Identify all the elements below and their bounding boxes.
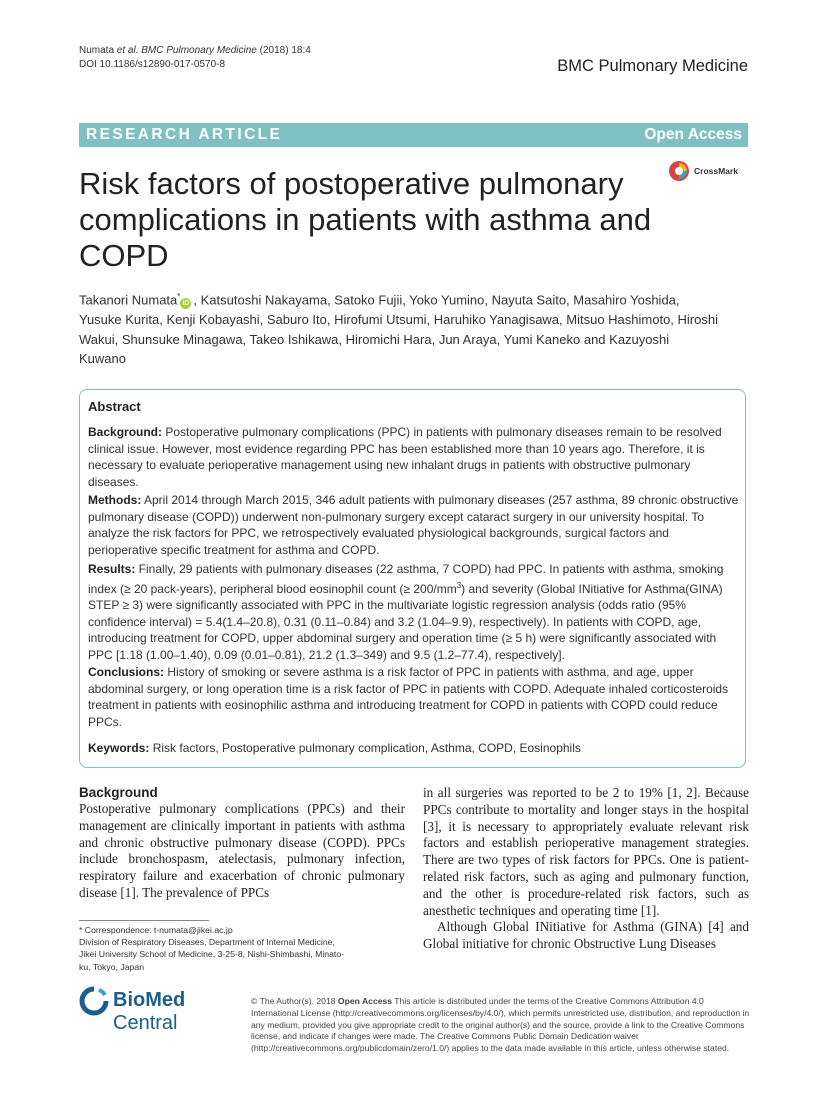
body-paragraph: Postoperative pulmonary complications (PPCs) and their management are clinically important in patients with asthma and chronic obstructive pulmonary disease (COPD). PPCs include bronchospasm, atelectasis, pulmonary infection, respiratory failure and exacerbation of chronic pulmonary disease [1]. The prevalence of PPCs xyxy=(79,801,405,900)
affiliation: Division of Respiratory Diseases, Department of Internal Medicine, Jikei University School of Medicine, 3-25-8, Nishi-Shimbashi, Minato-ku, Tokyo, Japan xyxy=(79,937,345,972)
abstract-results-text-a: Finally, 29 patients with pulmonary diseases (22 asthma, 7 COPD) had PPC. In patients with asthma, smoking index (≥ 20 pack-years), peripheral blood eosinophil count (≥ 200/mm xyxy=(88,562,724,596)
abstract-keywords xyxy=(88,740,740,757)
abstract-results-sup: 3 xyxy=(456,580,462,590)
crossmark-label: CrossMark xyxy=(694,166,738,176)
journal-name: BMC Pulmonary Medicine xyxy=(557,57,748,75)
doi[interactable]: DOI 10.1186/s12890-017-0570-8 xyxy=(79,59,226,70)
article-type-banner xyxy=(79,123,748,147)
citation-journal: et al. BMC Pulmonary Medicine xyxy=(116,45,257,56)
body-left-column xyxy=(79,801,405,902)
footnote-divider xyxy=(79,920,209,921)
author-list xyxy=(79,287,719,369)
license-open-access: Open Access xyxy=(337,996,393,1006)
abstract-keywords-label: Keywords: xyxy=(88,741,150,755)
footnote xyxy=(79,924,354,973)
biomed-central-logo[interactable] xyxy=(79,985,239,1034)
abstract-box xyxy=(79,389,746,768)
biomed-central-logo-icon xyxy=(79,986,109,1016)
abstract-conclusions-label: Conclusions: xyxy=(88,665,165,679)
abstract-background-label: Background: xyxy=(88,425,163,439)
abstract-results-text-b: ) and severity (Global INitiative for Asthma(GINA) STEP ≥ 3) were significantly associated with PPC in the multivariate logistic regression analysis (odds ratio (95% confidence interval) = 5.4(1.4–20.8), 0.31 (0.11–0.84) and 3.2 (1.04–9.9), respectively). In patients with COPD, age, introducing treatment for COPD, upper abdominal surgery and operation time (≥ 5 h) were significantly associated with PPC [1.18 (1.00–1.40), 0.09 (0.01–0.81), 21.2 (1.3–349) and 9.5 (1.2–77.4), respectively]. xyxy=(88,581,723,662)
abstract-conclusions-text: History of smoking or severe asthma is a risk factor of PPC in patients with asthma, and age, upper abdominal surgery, or long operation time is a risk factor of PPC in patients with COPD. Adequate inhaled corticosteroids treatment in patients with eosinophilic asthma and introducing treatment for COPD in patients with COPD could reduce PPCs. xyxy=(88,665,729,729)
abstract-methods xyxy=(88,492,740,558)
logo-central: Central xyxy=(113,1012,178,1034)
abstract-methods-text: April 2014 through March 2015, 346 adult patients with pulmonary diseases (257 asthma, 89 chronic obstructive pulmonary disease (COPD)) underwent non-pulmonary surgery except cataract surgery in our university hospital. To analyze the risk factors for PPC, we retrospectively evaluated physiological backgrounds, surgical factors and perioperative specific treatment for asthma and COPD. xyxy=(88,493,739,557)
body-paragraph: in all surgeries was reported to be 2 to 19% [1, 2]. Because PPCs contribute to mortality and longer stays in the hospital [3], it is necessary to appropriately evaluate relevant risk factors and establish perioperative management strategies. There are two types of risk factors for PPCs. One is patient-related risk factors, such as aging and pulmonary function, and the other is procedure-related risk factors, such as anesthetic techniques and operating time [1]. xyxy=(423,785,749,918)
open-access-label: Open Access xyxy=(644,126,742,143)
abstract-results xyxy=(88,561,740,664)
orcid-icon[interactable]: iD xyxy=(182,300,190,308)
citation-header xyxy=(79,44,311,72)
logo-wordmark xyxy=(113,989,239,1035)
other-authors: , Katsutoshi Nakayama, Satoko Fujii, Yoko Yumino, Nayuta Saito, Masahiro Yoshida, Yusuke Kurita, Kenji Kobayashi, Saburo Ito, Hirofumi Utsumi, Haruhiko Yanagisawa, Mitsuo Hashimoto, Hiroshi Wakui, Shunsuke Minagawa, Takeo Ishikawa, Hiromichi Hara, Jun Araya, Yumi Kaneko and Kazuyoshi Kuwano xyxy=(79,292,718,367)
license-statement xyxy=(251,996,751,1055)
corresponding-marker: * xyxy=(177,292,181,301)
logo-bio: BioMed xyxy=(113,989,186,1011)
research-article-label: RESEARCH ARTICLE xyxy=(86,126,283,143)
first-author[interactable]: Takanori Numata xyxy=(79,292,178,308)
crossmark-icon xyxy=(668,160,690,182)
background-section-heading: Background xyxy=(79,785,158,800)
citation-author: Numata xyxy=(79,45,117,56)
abstract-keywords-text: Risk factors, Postoperative pulmonary complication, Asthma, COPD, Eosinophils xyxy=(149,741,581,755)
body-paragraph: Although Global INitiative for Asthma (GINA) [4] and Global initiative for chronic Obstructive Lung Diseases xyxy=(423,919,749,952)
abstract-background-text: Postoperative pulmonary complications (PPC) in patients with pulmonary diseases remain to be resolved clinical issue. However, most evidence regarding PPC has been established more than 10 years ago. Therefore, it is necessary to evaluate perioperative management using new inhalant drugs in patients with obstructive pulmonary diseases. xyxy=(88,425,722,489)
abstract-heading: Abstract xyxy=(88,399,141,414)
citation-year: (2018) 18:4 xyxy=(256,45,311,56)
article-title: Risk factors of postoperative pulmonary complications in patients with asthma and COPD xyxy=(79,166,652,273)
abstract-results-label: Results: xyxy=(88,562,136,576)
body-right-column xyxy=(423,785,749,953)
abstract-background xyxy=(88,424,740,490)
license-copyright: © The Author(s). 2018 xyxy=(251,996,338,1006)
abstract-methods-label: Methods: xyxy=(88,493,142,507)
correspondence-email[interactable]: * Correspondence: t-numata@jikei.ac.jp xyxy=(79,925,233,935)
license-text: This article is distributed under the terms of the Creative Commons Attribution 4.0 International License (http://creativecommons.org/licenses/by/4.0/), which permits unrestricted use, distribution, and reproduction in any medium, provided you give appropriate credit to the original author(s) and the source, provide a link to the Creative Commons license, and indicate if changes were made. The Creative Commons Public Domain Dedication waiver (http://creativecommons.org/publicdomain/zero/1.0/) applies to the data made available in this article, unless otherwise stated. xyxy=(251,996,750,1054)
crossmark-badge[interactable] xyxy=(668,160,748,184)
abstract-conclusions xyxy=(88,664,740,730)
